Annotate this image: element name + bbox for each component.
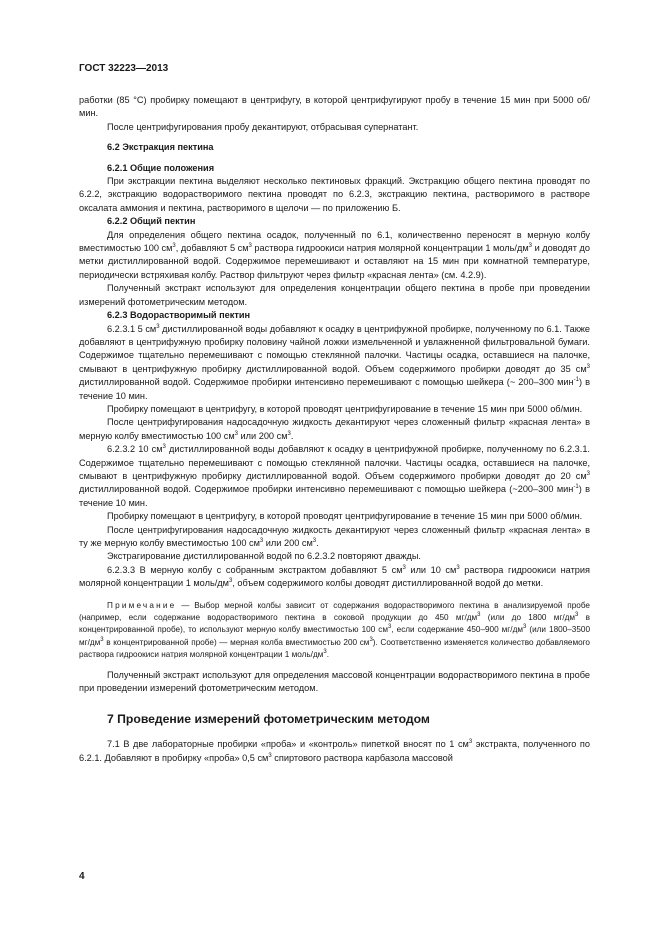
note-label: Примечание bbox=[107, 600, 177, 610]
paragraph-6-2-2-extract: Полученный экстракт используют для определения концентрации общего пектина в пробе при проведении измерений фотометрическим методом. bbox=[79, 283, 590, 307]
paragraph-6-2-1: При экстракции пектина выделяют несколько пектиновых фракций. Экстракцию общего пектина проводят по 6.2.2, экстракцию водорастворимого пектина проводят по 6.2.3, экстракцию пектина, растворимого в растворе оксалата аммония и пектина, растворимого в щелочи — по приложению Б. bbox=[79, 176, 590, 213]
subsection-heading-6-2-1: 6.2.1 Общие положения bbox=[107, 162, 215, 173]
paragraph-6-2-3-2: 6.2.3.2 10 $см^3$ дистиллированной воды добавляют к осадку в центрифужной пробирке, полученному по 6.2.3.1. Содержимое тщательно перемешивают с помощью стеклянной палочки. Частицы осадка, оставшиеся на палочке, смывают в центрифужную пробирку дистиллированной водой. Объем содержимого пробирки доводят до 20 $см^3$ дистиллированной водой. Содержимое пробирки интенсивно перемешивают с помощью шейкера (~200–300 мин$^{-1}$) в течение 10 мин. bbox=[79, 444, 590, 508]
page-number: 4 bbox=[79, 871, 85, 882]
subsection-heading-6-2-2: 6.2.2 Общий пектин bbox=[107, 216, 196, 227]
document-body bbox=[79, 94, 590, 765]
paragraph-decant-2: После центрифугирования надосадочную жидкость декантируют через сложенный фильтр «красная лента» в ту же мерную колбу вместимостью 100 $см^3$ или 200 $см^3$. bbox=[79, 524, 590, 548]
paragraph-continuation: работки (85 °С) пробирку помещают в центрифугу, в которой центрифугируют пробу в течение 15 мин при 5000 об/мин. bbox=[79, 95, 590, 119]
section-heading-7: 7 Проведение измерений фотометрическим методом bbox=[107, 712, 430, 727]
paragraph-decant: После центрифугирования пробу декантируют, отбрасывая супернатант. bbox=[107, 121, 419, 132]
note-paragraph: Примечание — Выбор мерной колбы зависит от содержания водорастворимого пектина в анализируемой пробе (например, если содержание водорастворимого пектина в соковой продукции до 450 $мг/дм^3$ (или до 1800 $мг/дм^3$ в концентрированной пробе), то используют мерную колбу вместимостью 100 $см^3$, если содержание 450–900 $мг/дм^3$ (или 1800–3500 $мг/дм^3$ в концентрированной пробе) — мерная колба вместимостью 200 $см^3$). Соответственно изменяется количество добавляемого раствора гидроокиси натрия молярной концентрации 1 моль/$дм^3$. bbox=[79, 600, 590, 660]
subsection-heading-6-2-3: 6.2.3 Водорастворимый пектин bbox=[107, 310, 251, 321]
section-heading-6-2: 6.2 Экстракция пектина bbox=[107, 142, 214, 153]
document-id-header: ГОСТ 32223—2013 bbox=[79, 63, 169, 74]
paragraph-6-2-3-3: 6.2.3.3 В мерную колбу с собранным экстрактом добавляют 5 $см^3$ или 10 $см^3$ раствора гидроокиси натрия молярной концентрации 1 моль/$дм^3$, объем содержимого колбы доводят дистиллированной водой до метки. bbox=[79, 564, 590, 589]
paragraph-decant-1: После центрифугирования надосадочную жидкость декантируют через сложенный фильтр «красная лента» в мерную колбу вместимостью 100 $см^3$ или 200 $см^3$. bbox=[79, 417, 590, 441]
paragraph-centrifuge-1: Пробирку помещают в центрифугу, в которой проводят центрифугирование в течение 15 мин при 5000 об/мин. bbox=[107, 403, 583, 414]
paragraph-6-2-2: Для определения общего пектина осадок, полученный по 6.1, количественно переносят в мерную колбу вместимостью 100 $см^3$, добавляют 5 $см^3$ раствора гидроокиси натрия молярной концентрации 1 моль/$дм^3$ и доводят до метки дистиллированной водой. Содержимое перемешивают и оставляют на 15 мин при комнатной температуре, периодически встряхивая колбу. Раствор фильтруют через фильтр «красная лента» (см. 4.2.9). bbox=[79, 229, 590, 280]
paragraph-repeat: Экстрагирование дистиллированной водой по 6.2.3.2 повторяют дважды. bbox=[107, 551, 421, 562]
paragraph-7-1: 7.1 В две лабораторные пробирки «проба» и «контроль» пипеткой вносят по 1 $см^3$ экстракта, полученного по 6.2.1. Добавляют в пробирку «проба» 0,5 $см^3$ спиртового раствора карбазола массовой bbox=[79, 739, 590, 763]
paragraph-final-extract: Полученный экстракт используют для определения массовой концентрации водорастворимого пектина в пробе при проведении измерений фотометрическим методом. bbox=[79, 669, 590, 694]
paragraph-centrifuge-2: Пробирку помещают в центрифугу, в которой проводят центрифугирование в течение 15 мин при 5000 об/мин. bbox=[107, 511, 583, 522]
paragraph-6-2-3-1: 6.2.3.1 5 $см^3$ дистиллированной воды добавляют к осадку в центрифужной пробирке, полученному по 6.1. Также добавляют в центрифужную пробирку половину чайной ложки измельченной и увлажненной фильтровальной бумаги. Содержимое тщательно перемешивают с помощью стеклянной палочки. Частицы осадка, оставшиеся на палочке, смывают в центрифужную пробирку дистиллированной водой. Объем содержимого пробирки доводят до 35 $см^3$ дистиллированной водой. Содержимое пробирки интенсивно перемешивают с помощью шейкера (~ 200–300 мин$^{-1}$) в течение 10 мин. bbox=[79, 323, 590, 401]
